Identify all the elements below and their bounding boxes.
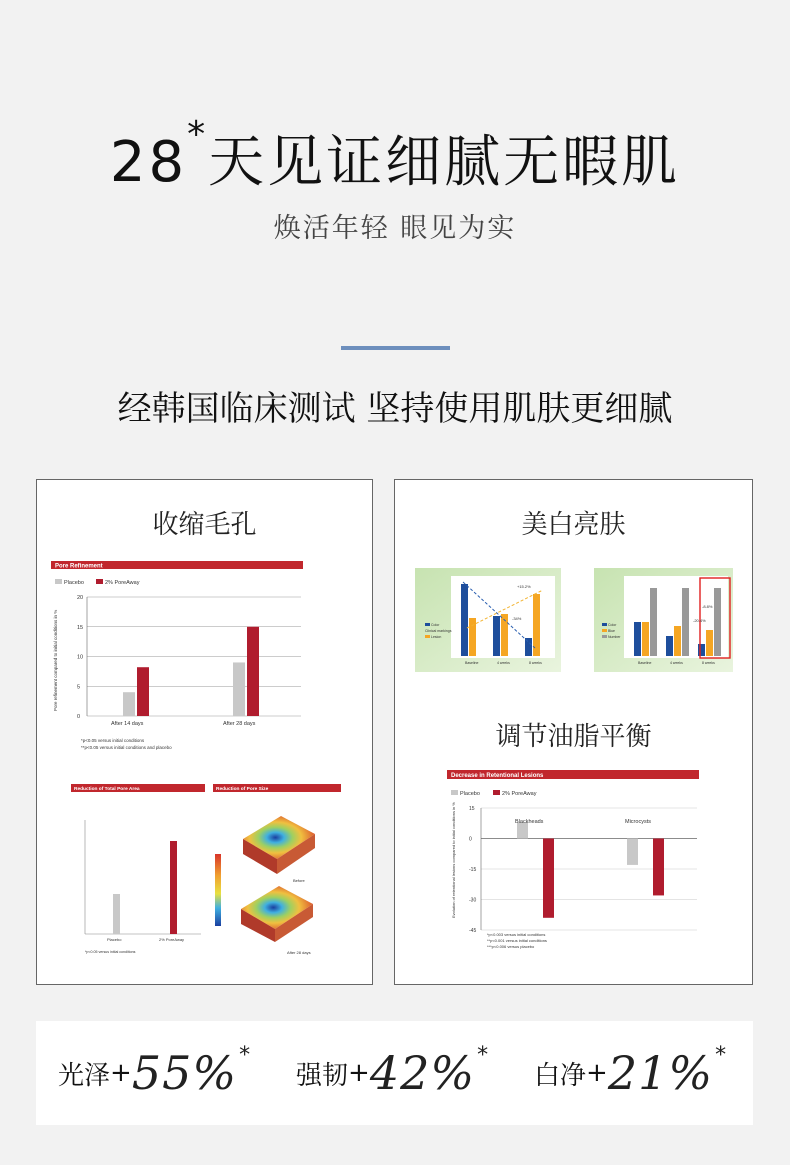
chart2-bar <box>666 636 673 656</box>
lesion-cat-blackheads: Blackheads <box>515 819 544 825</box>
chart1-x-baseline: Baseline <box>465 661 479 665</box>
whitening-results-panel <box>394 479 753 985</box>
accent-divider <box>341 346 450 350</box>
lesion-chart <box>447 770 701 960</box>
chart1-bar <box>525 638 532 656</box>
chart2-bar <box>634 622 641 656</box>
stat-firmness-plus: + <box>348 1058 370 1088</box>
lesion-bar-product-0 <box>543 839 554 918</box>
chart1-legend-1: Color <box>431 623 440 627</box>
pore-chart-ylabel: Pore refinement compared to initial conditions in % <box>53 609 58 711</box>
area-xlabel-product: 2% PoreAway <box>159 937 185 942</box>
chart2-legend-2: Blue <box>608 629 616 633</box>
stat-gloss <box>58 1021 250 1125</box>
chart2-label-b: -20.4% <box>693 618 706 623</box>
section-heading: 经韩国临床测试 坚持使用肌肤更细腻 <box>117 389 673 429</box>
stat-firmness <box>296 1021 488 1125</box>
chart2-bar <box>698 644 705 656</box>
stat-firmness-asterisk: * <box>477 1042 489 1068</box>
legend-placebo-label: Placebo <box>64 580 84 586</box>
lesion-bar-placebo-1 <box>627 839 638 865</box>
lesion-ytick: -15 <box>469 867 477 873</box>
pore-area-chart <box>71 784 206 970</box>
pore-ytick: 5 <box>77 684 81 691</box>
whitening-panel-title: 美白亮肤 <box>521 510 626 540</box>
stat-clarity-value: 21% <box>607 1046 714 1100</box>
chart2-bar <box>714 588 721 656</box>
area-bar-product <box>170 841 177 934</box>
lesion-note-2: **p<0.001 versus initial conditions <box>487 938 547 943</box>
legend-product-swatch <box>96 579 103 584</box>
page-subtitle: 焕活年轻 眼见为实 <box>273 213 517 244</box>
area-xlabel-placebo: Placebo <box>107 937 122 942</box>
pore-chart-banner: Pore Refinement <box>55 563 103 570</box>
stat-clarity <box>534 1021 726 1125</box>
oil-balance-title: 调节油脂平衡 <box>495 722 652 752</box>
page-title <box>0 114 790 198</box>
title-number: 28 <box>109 130 188 195</box>
lesion-legend-product: 2% PoreAway <box>502 791 537 797</box>
chart2-x-8weeks: 8 weeks <box>702 661 715 665</box>
chart1-label-down: -34% <box>512 616 522 621</box>
chart1-bar <box>461 584 468 656</box>
after-label: After 28 days <box>287 950 311 955</box>
lesion-legend-placebo: Placebo <box>460 791 480 797</box>
chart1-bar <box>469 618 476 656</box>
chart1-x-4weeks: 4 weeks <box>497 661 510 665</box>
pore-ytick: 15 <box>77 624 84 631</box>
pore-note-2: **p<0.05 versus initial conditions and placebo <box>81 745 172 750</box>
lesion-note-1: *p<0.003 versus initial conditions <box>487 932 546 937</box>
chart1-x-8weeks: 8 weeks <box>529 661 542 665</box>
chart2-bar <box>674 626 681 656</box>
chart2-legend-3: Number <box>608 635 621 639</box>
stat-clarity-label: 白净 <box>534 1060 587 1091</box>
lesion-banner: Decrease in Retentional Lesions <box>451 773 544 779</box>
stat-clarity-asterisk: * <box>715 1042 727 1068</box>
stat-gloss-label: 光泽 <box>58 1060 111 1091</box>
legend-placebo-swatch <box>55 579 62 584</box>
chart2-bar <box>650 588 657 656</box>
lesion-ytick: -30 <box>469 897 477 904</box>
pore-panel-title: 收缩毛孔 <box>152 510 257 540</box>
area-chart-banner: Reduction of Total Pore Area <box>74 787 140 792</box>
stat-firmness-value: 42% <box>369 1046 476 1100</box>
pore-ytick: 10 <box>77 654 84 661</box>
title-asterisk: * <box>187 114 209 155</box>
lesion-ytick: -45 <box>469 928 477 934</box>
chart1-legend-2: Clinical markings <box>425 629 452 633</box>
pore-refinement-chart <box>51 561 303 761</box>
chart2-label-a: -8.8% <box>702 604 713 609</box>
lesion-legend-product-swatch <box>493 790 500 795</box>
results-stats-bar <box>36 1021 753 1125</box>
chart2-legend-1: Color <box>608 623 617 627</box>
pore-ytick: 20 <box>77 595 84 601</box>
chart2-bar <box>642 622 649 656</box>
lesion-note-3: ***p<0.006 versus placebo <box>487 944 535 949</box>
whitening-chart-1 <box>415 568 561 672</box>
chart2-x-baseline: Baseline <box>638 661 652 665</box>
pore-bar-placebo-1 <box>233 662 245 716</box>
legend-product-label: 2% PoreAway <box>105 580 140 586</box>
heat-scale-bar <box>215 854 221 926</box>
lesion-cat-microcysts: Microcysts <box>625 819 651 825</box>
title-text: 天见证细腻无暇肌 <box>208 130 681 195</box>
chart2-x-4weeks: 4 weeks <box>670 661 683 665</box>
before-label: Before <box>293 878 305 883</box>
chart1-legend-3: Lesion <box>431 635 442 639</box>
size-chart-banner: Reduction of Pore Size <box>216 787 269 792</box>
whitening-chart-2 <box>594 568 733 672</box>
pore-ytick: 0 <box>77 714 81 720</box>
area-bar-placebo <box>113 894 120 934</box>
stat-gloss-asterisk: * <box>239 1042 251 1068</box>
lesion-ytick: 0 <box>469 836 472 843</box>
pore-bar-product-1 <box>247 627 259 716</box>
lesion-ylabel: Evolution of retentional lesions compared to initial conditions in % <box>451 802 456 918</box>
lesion-ytick: 15 <box>469 806 475 812</box>
area-note: *p<0.05 versus initial conditions <box>85 950 136 954</box>
chart2-bar <box>706 630 713 656</box>
xlabel-28-days: After 28 days <box>223 721 256 727</box>
pore-results-panel <box>36 479 373 985</box>
chart1-label-up: +15.2% <box>517 584 531 589</box>
stat-clarity-plus: + <box>586 1058 608 1088</box>
pore-bar-product-0 <box>137 667 149 716</box>
pore-size-figure <box>213 784 343 970</box>
pore-note-1: *p<0.05 versus initial conditions <box>81 738 145 743</box>
lesion-legend-placebo-swatch <box>451 790 458 795</box>
chart2-bar <box>682 588 689 656</box>
stat-firmness-label: 强韧 <box>296 1060 349 1091</box>
xlabel-14-days: After 14 days <box>111 721 144 727</box>
chart1-bar <box>493 616 500 656</box>
pore-bar-placebo-0 <box>123 692 135 716</box>
stat-gloss-plus: + <box>110 1058 132 1088</box>
stat-gloss-value: 55% <box>131 1046 238 1100</box>
lesion-bar-product-1 <box>653 839 664 896</box>
